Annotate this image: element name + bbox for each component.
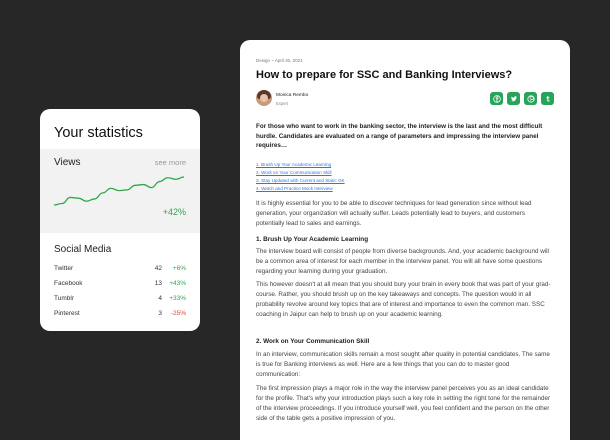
social-count: 4 [158,295,162,302]
tumblr-share-button[interactable] [541,92,554,105]
social-change: +33% [169,295,186,302]
twitter-share-button[interactable] [507,92,520,105]
avatar [256,90,272,106]
article-paragraph: In an interview, communication skills remain a most sought after quality in potential candidates. The same is true for Banking interviews as well. Here are a few things that you can do to master good communication: [256,351,550,378]
statistics-title: Your statistics [54,125,143,141]
toc-link[interactable]: 4. Watch and Practice Mock Interview [256,186,333,191]
facebook-icon [493,95,501,103]
views-change: +42% [162,207,186,217]
section-heading: 2. Work on Your Communication Skill [256,338,370,345]
article-paragraph: The interview board will consist of people from diverse backgrounds. And, your academic background will be a common area of interest for each member in the interview panel. You will all have some questions regarding your learning during your graduation. [256,248,549,275]
twitter-icon [510,95,518,103]
social-row-twitter [54,265,186,277]
article-paragraph: The first impression plays a major role in the way the interview panel perceives you as an ideal candidate for the profile. That's why your introduction plays such a key role in setting the right tone for the remainder of the interview proceedings. If you introduce yourself well, you feel confident and the person on the other side of the table gets a positive impression of you. [256,385,551,422]
pinterest-icon [527,95,535,103]
author-role: Expert [276,101,289,106]
see-more-link[interactable]: see more [154,158,186,167]
pinterest-share-button[interactable] [524,92,537,105]
views-sparkline [52,175,186,207]
social-media-title: Social Media [54,244,112,255]
social-change: +6% [172,265,186,272]
views-label: Views [54,157,81,168]
tumblr-icon [544,95,552,103]
statistics-card [40,109,200,331]
sparkline-path [54,177,184,205]
social-count: 13 [154,280,162,287]
article-title: How to prepare for SSC and Banking Interviews? [256,69,513,81]
social-name: Tumblr [54,295,74,302]
social-row-pinterest [54,310,186,322]
toc-link[interactable]: 3. Stay Updated with Current and Static GK [256,178,345,183]
article-intro: It is highly essential for you to be able to discover techniques for lead generation since without lead generation, your organization will actually suffer. Leads potentially lead to buyers, and customers potentially lead to sales and earnings. [256,200,532,227]
social-row-tumblr [54,295,186,307]
article-lead: For those who want to work in the banking sector, the interview is the last and the most difficult hurdle. Candidates are evaluated on a range of parameters and impressing the interview panel requires… [256,123,543,150]
social-row-facebook [54,280,186,292]
toc-link[interactable]: 2. Work on Your Communication Skill [256,170,332,175]
toc-link[interactable]: 1. Brush Up Your Academic Learning [256,162,332,167]
social-name: Facebook [54,280,83,287]
social-name: Pinterest [54,310,80,317]
facebook-share-button[interactable] [490,92,503,105]
social-name: Twitter [54,265,74,272]
social-change: +43% [169,280,186,287]
social-count: 3 [158,310,162,317]
article-card [240,40,570,440]
views-panel [40,149,200,233]
section-heading: 1. Brush Up Your Academic Learning [256,236,369,243]
social-count: 42 [154,265,162,272]
author-name: Monica Rembo [276,93,309,98]
social-change: -25% [170,310,186,317]
article-meta: Design ~ April 30, 2021 [256,58,303,63]
table-of-contents [256,161,506,193]
article-paragraph: This however doesn't at all mean that you should bury your brain in every book that was part of your grad-course. Rather, you should brush up on the key takeaways and concepts. The question would in all probability revolve around key topics that are of interest and importance to even the common man. SSC coaching in Jaipur can help to brush up on your academic learning. [256,281,551,318]
